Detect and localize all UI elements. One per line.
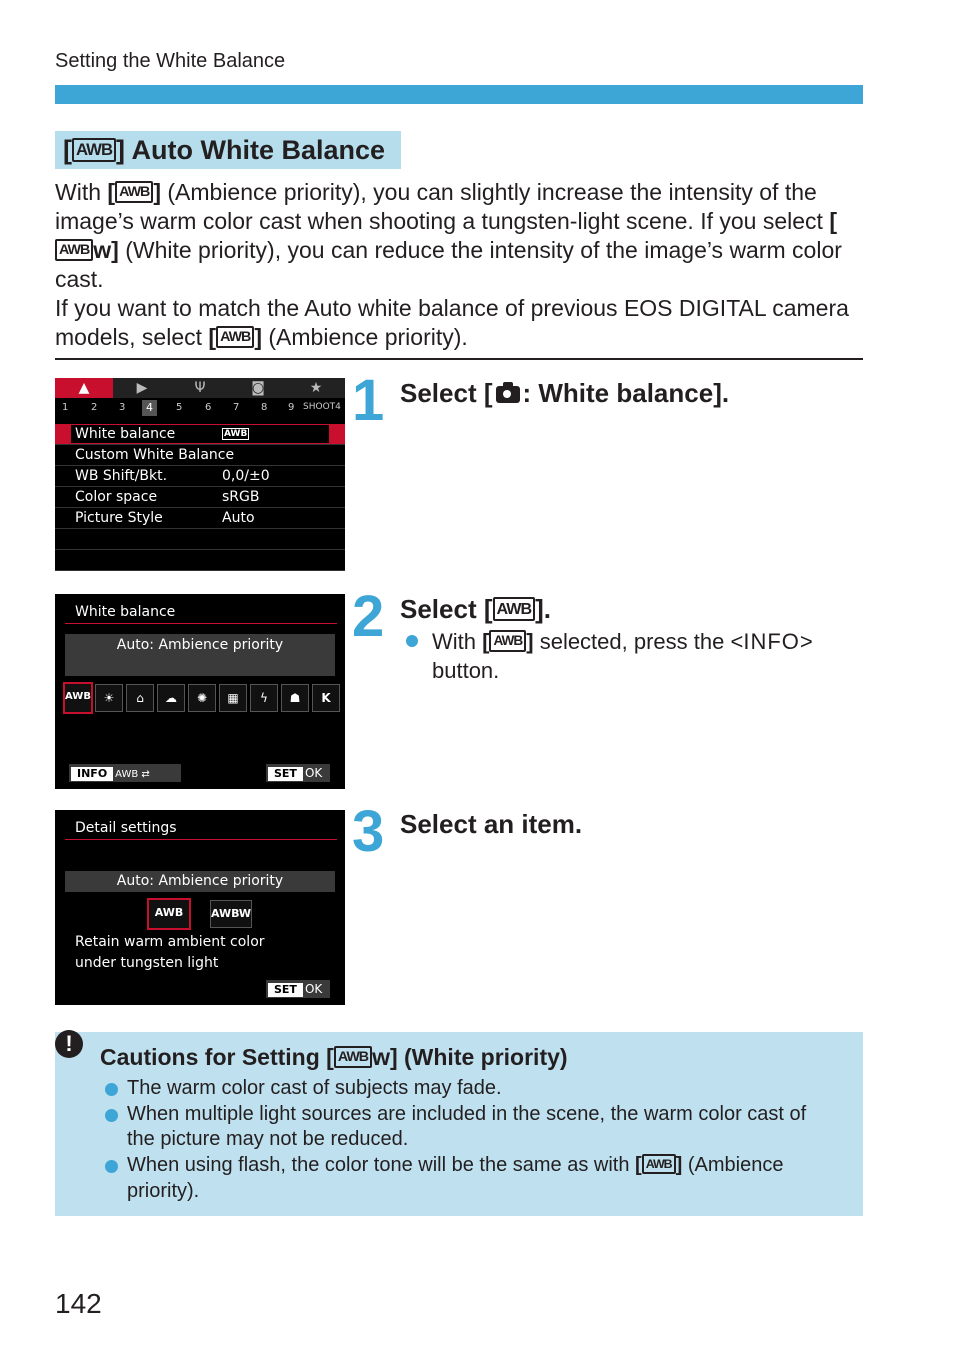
section-title-text: Auto White Balance — [131, 135, 386, 165]
page-num[interactable]: 5 — [176, 402, 183, 413]
intro-paragraph-1: With [ AWB ] (Ambience priority), you can slightly increase the intensity of the image’s warm color cast when shooting a tungsten-light scene. If you select [AWB w] (White priority), you can reduce the intensity of the image’s warm color cast. — [55, 179, 842, 292]
swap-hint: AWB ⇄ AWBW — [69, 769, 150, 800]
flash-icon[interactable]: ϟ — [250, 684, 278, 712]
row-label: WB Shift/Bkt. — [75, 468, 168, 484]
bracket: ] — [116, 135, 126, 165]
text: Select [ — [400, 378, 493, 408]
caution-box — [55, 1032, 863, 1216]
awb-icon: AWB — [115, 181, 153, 203]
page-num[interactable]: 6 — [205, 402, 212, 413]
option-description: Retain warm ambient color — [75, 934, 265, 950]
menu-page-numbers — [55, 398, 345, 418]
page-num[interactable]: 7 — [233, 402, 240, 413]
page-num[interactable]: 9 — [288, 402, 295, 413]
bullet — [105, 1109, 118, 1122]
option-description: under tungsten light — [75, 955, 219, 971]
detail-settings-screen — [55, 810, 345, 1005]
text: ]. — [535, 594, 551, 624]
screen-title: Detail settings — [75, 820, 177, 836]
step-body: With [ AWB ] selected, press the <INFO> button. — [432, 629, 813, 683]
step-title — [400, 378, 729, 409]
awb-icon: AWB — [55, 239, 93, 261]
menu-row-wb-shift[interactable] — [55, 466, 345, 487]
caution-icon: ! — [55, 1030, 83, 1058]
caution-title — [100, 1044, 568, 1071]
info-button-label: INFO — [71, 767, 113, 781]
white-balance-screen — [55, 594, 345, 800]
text: When using flash, the color tone will be the same as with — [127, 1154, 630, 1176]
intro-paragraph-2: If you want to match the Auto white balance of previous EOS DIGITAL camera models, select [ AWB ] (Ambience priority). — [55, 295, 849, 350]
set-button-label: SET — [268, 767, 303, 781]
title-underline — [65, 623, 337, 624]
step-title — [400, 594, 551, 625]
title-underline — [65, 839, 337, 840]
section-title — [55, 131, 401, 169]
text: Cautions for Setting [ — [100, 1044, 334, 1070]
page-num[interactable]: 2 — [91, 402, 98, 413]
page-num[interactable]: 3 — [119, 402, 126, 413]
divider — [55, 358, 863, 360]
page-num[interactable]: 1 — [62, 402, 69, 413]
row-value: Auto — [222, 510, 255, 526]
set-ok-hint[interactable] — [266, 764, 330, 782]
fluorescent-icon[interactable]: ▦ — [219, 684, 247, 712]
menu-tabs — [55, 378, 345, 398]
text: (Ambience priority). — [268, 324, 468, 350]
info-button-icon: INFO — [743, 629, 800, 654]
menu-row-picture-style[interactable] — [55, 508, 345, 529]
page-num[interactable]: 8 — [261, 402, 268, 413]
ok-label: OK — [304, 982, 323, 996]
text: With — [432, 629, 476, 654]
page-number: 142 — [55, 1288, 102, 1319]
awb-white-option[interactable]: AWBW — [210, 900, 252, 928]
text: w] (White priority) — [372, 1044, 568, 1070]
camera-menu-screen — [55, 378, 345, 571]
row-value: 0,0/±0 — [222, 468, 270, 484]
tab-my-menu[interactable]: ★ — [309, 380, 323, 396]
mode-display: Auto: Ambience priority — [65, 634, 335, 676]
text: (Ambience priority), you can slightly increase the intensity of the image’s warm color cast when shooting a tungsten-light scene. If you select — [55, 179, 823, 234]
shade-icon[interactable]: ⌂ — [126, 684, 154, 712]
text: button. — [432, 658, 500, 683]
awb-ambience-option[interactable]: AWB — [147, 898, 191, 930]
set-ok-hint[interactable] — [266, 980, 330, 998]
text: : White balance]. — [522, 378, 730, 408]
info-hint[interactable] — [69, 764, 181, 800]
tab-custom[interactable]: ◙ — [251, 380, 265, 396]
text: Select [ — [400, 594, 493, 624]
menu-row-custom-wb[interactable] — [55, 445, 345, 466]
menu-row-empty — [55, 529, 345, 550]
cloudy-icon[interactable]: ☁ — [157, 684, 185, 712]
menu-row-empty — [55, 550, 345, 571]
intro-text — [55, 178, 865, 352]
mode-display: Auto: Ambience priority — [65, 871, 335, 892]
caution-item: priority). — [127, 1180, 200, 1202]
step-title: Select an item. — [400, 809, 583, 839]
step-number: 1 — [352, 368, 385, 433]
custom-wb-icon[interactable]: ☗ — [281, 684, 309, 712]
text: If you want to match the Auto white balance of previous EOS DIGITAL camera models, select — [55, 295, 849, 350]
awb-icon: AWB — [72, 138, 116, 163]
awb-option[interactable]: AWB — [63, 682, 93, 714]
wb-options — [61, 684, 341, 714]
caution-item: When multiple light sources are included in the scene, the warm color cast of — [127, 1103, 807, 1125]
awb-icon: AWB — [334, 1046, 372, 1068]
step-number: 2 — [352, 584, 385, 649]
bullet — [105, 1160, 118, 1173]
text: With — [55, 179, 101, 205]
menu-row-white-balance[interactable] — [55, 424, 345, 445]
tab-playback[interactable]: ▶ — [136, 380, 148, 396]
set-button-label: SET — [268, 983, 303, 997]
daylight-icon[interactable]: ☀ — [95, 684, 123, 712]
w-suffix: w — [93, 237, 112, 263]
caution-item: The warm color cast of subjects may fade. — [127, 1077, 502, 1099]
text: (White priority), you can reduce the intensity of the image’s warm color cast. — [55, 237, 842, 292]
step-number: 3 — [352, 799, 385, 864]
bracket: [ — [63, 135, 72, 165]
tungsten-icon[interactable]: ✺ — [188, 684, 216, 712]
row-label: Picture Style — [75, 510, 163, 526]
text: > — [799, 629, 813, 654]
menu-row-color-space[interactable] — [55, 487, 345, 508]
awb-icon: AWB — [642, 1154, 676, 1174]
row-label: White balance — [75, 426, 176, 442]
bullet — [406, 635, 418, 647]
text: selected, press the < — [539, 629, 744, 654]
row-label: Custom White Balance — [75, 447, 235, 463]
awb-icon: AWB — [493, 597, 536, 621]
bullet — [105, 1083, 118, 1096]
running-header: Setting the White Balance — [55, 50, 286, 72]
header-bar — [55, 85, 863, 104]
row-label: Color space — [75, 489, 158, 505]
tab-setup[interactable]: Ψ — [194, 380, 206, 396]
camera-icon — [496, 386, 520, 403]
awb-icon: AWB — [224, 429, 248, 439]
awb-icon: AWB — [216, 326, 254, 348]
row-value: sRGB — [222, 489, 260, 505]
kelvin-icon[interactable]: K — [312, 684, 340, 712]
page-num-active[interactable]: 4 — [142, 400, 157, 416]
caution-item: the picture may not be reduced. — [127, 1128, 409, 1150]
ok-label: OK — [304, 766, 323, 780]
caution-item: When using flash, the color tone will be the same as with [ AWB ] (Ambience — [127, 1154, 784, 1176]
awb-icon: AWB — [489, 630, 526, 652]
tab-shooting[interactable]: ▲ — [55, 378, 113, 398]
page-name: SHOOT4 — [303, 402, 341, 412]
text: (Ambience — [687, 1154, 784, 1176]
screen-title: White balance — [75, 604, 176, 620]
